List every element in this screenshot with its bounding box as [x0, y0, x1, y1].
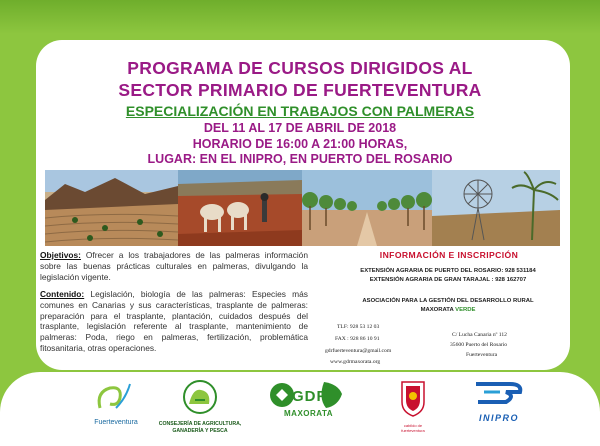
address-street: C/ Lucha Canaria nº 112 — [452, 332, 507, 338]
fuerteventura-logo — [86, 378, 146, 426]
course-subtitle: ESPECIALIZACIÓN EN TRABAJOS CON PALMERAS — [125, 103, 475, 119]
cabildo-text: cabildo de fuerteventura — [401, 423, 425, 433]
maxorata-text: MAXORATA — [284, 409, 334, 418]
consejeria-emblem-icon — [155, 378, 245, 416]
address-city: 35600 Puerto del Rosario — [450, 342, 508, 348]
time-line: HORARIO DE 16:00 A 21:00 HORAS, — [192, 137, 408, 151]
fuerteventura-emblem-icon — [86, 378, 146, 416]
info-title: INFORMACIÓN E INSCRIPCIÓN — [379, 250, 519, 260]
contenido-paragraph — [40, 289, 308, 354]
contact-fax: FAX : 928 86 10 91 — [335, 336, 380, 342]
photo-ploughing-camels — [178, 170, 302, 246]
contact-website[interactable]: www.gdrmaxorata.org — [330, 359, 381, 365]
consejeria-text-1: CONSEJERÍA DE AGRICULTURA, — [158, 421, 242, 427]
contact-email[interactable]: gdrfuerteventura@gmail.com — [325, 348, 392, 354]
photo-palm-terraces — [45, 170, 178, 246]
objetivos-label: Objetivos: — [40, 250, 81, 260]
assoc-verde: VERDE — [455, 307, 476, 313]
green-frame-top — [0, 0, 600, 34]
inipro-emblem-icon — [466, 378, 532, 408]
gdr-maxorata-logo — [268, 380, 348, 420]
inipro-logo — [466, 378, 532, 423]
assoc-name-line2: MAXORATA VERDE — [420, 307, 476, 313]
date-line: DEL 11 AL 17 DE ABRIL DE 2018 — [203, 121, 397, 135]
info-extension-gran-tarajal: EXTENSIÓN AGRARIA DE GRAN TARAJAL : 928 162707 — [369, 277, 527, 283]
assoc-name-line1: ASOCIACIÓN PARA LA GESTIÓN DEL DESARROLLO RURAL — [362, 298, 534, 304]
cabildo-shield-icon — [392, 378, 434, 418]
photo-palm-plantation — [302, 170, 432, 246]
cabildo-logo — [392, 378, 434, 433]
title-line-1: PROGRAMA DE CURSOS DIRIGIDOS AL — [127, 58, 473, 78]
consejeria-logo — [155, 378, 245, 434]
place-line: LUGAR: EN EL INIPRO, EN PUERTO DEL ROSARIO — [147, 152, 453, 166]
contact-phone: TLF: 928 53 12 03 — [337, 324, 380, 330]
contenido-text: Legislación, biología de las palmeras: Especies más comunes en Canarias y sus características, trasplante de palmeras: preparación para el trasplante, plantación, cuidados después del trasplante, legislación referente al trasplante, mantenimiento de palmeras: Poda, riego en palmeras, fertilización, problemática fitosanitaria, otras operaciones. — [40, 289, 308, 353]
photo-windmill-palms — [432, 170, 560, 246]
inipro-text: INIPRO — [478, 413, 519, 423]
address-island: Fuerteventura — [466, 352, 498, 358]
objetivos-paragraph — [40, 250, 308, 282]
fuerteventura-logo-text: Fuerteventura — [94, 419, 138, 426]
objetivos-text: Ofrecer a los trabajadores de las palmeras información sobre las buenas prácticas culturales en palmeras, divulgando la legislación vigente. — [40, 250, 308, 282]
gdr-text: GDR — [292, 388, 329, 405]
info-extension-puerto: EXTENSIÓN AGRARIA DE PUERTO DEL ROSARIO: 928 531184 — [360, 268, 536, 274]
consejeria-text-2: GANADERÍA Y PESCA — [172, 427, 228, 434]
title-line-2: SECTOR PRIMARIO DE FUERTEVENTURA — [118, 80, 482, 100]
contenido-label: Contenido: — [40, 289, 85, 299]
